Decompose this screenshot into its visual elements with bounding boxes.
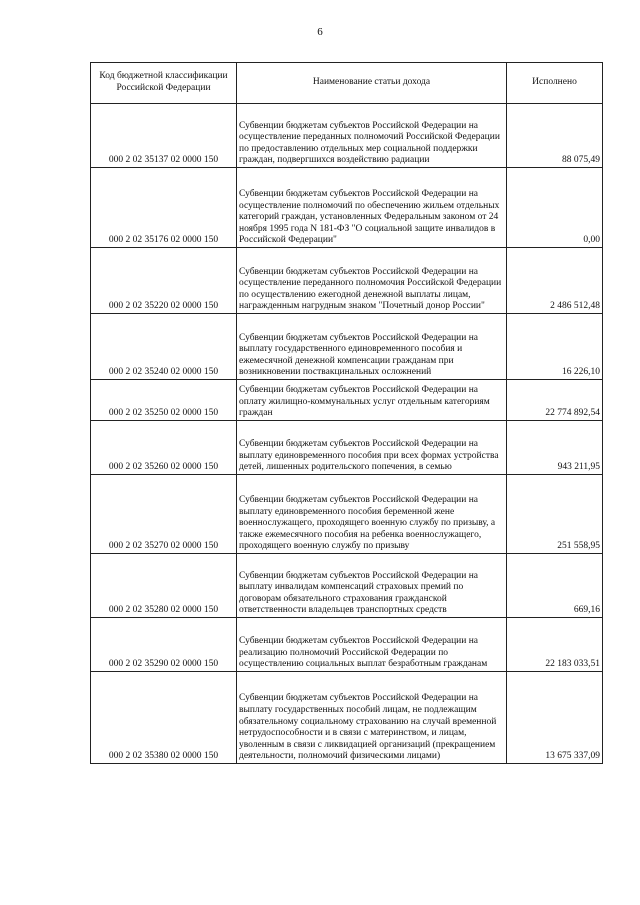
- row-name: Субвенции бюджетам субъектов Российской Федерации на осуществление полномочий по обеспечению жильем отдельных категорий граждан, установленных Федеральным законом от 24 ноября 1995 года N 181-ФЗ "О социальной защите инвалидов в Российской Федерации": [237, 168, 507, 248]
- row-name: Субвенции бюджетам субъектов Российской Федерации на выплату государственных пособий лицам, не подлежащим обязательному социальному страхованию на случай временной нетрудоспособности и в связи с материнством, и лицам, уволенным в связи с ликвидацией организаций (прекращением деятельности, полномочий физическими лицами): [237, 672, 507, 764]
- table-row: [91, 618, 603, 672]
- table-row: [91, 554, 603, 618]
- page-number: 6: [317, 26, 323, 38]
- row-done: 251 558,95: [507, 475, 603, 554]
- row-name: Субвенции бюджетам субъектов Российской Федерации на выплату государственного единовременного пособия и ежемесячной денежной компенсации гражданам при возникновении поствакцинальных осложнений: [237, 314, 507, 380]
- row-code: 000 2 02 35176 02 0000 150: [91, 168, 237, 248]
- row-done: 16 226,10: [507, 314, 603, 380]
- row-done: 2 486 512,48: [507, 248, 603, 314]
- header-code: Код бюджетной классификации Российской Федерации: [91, 63, 237, 104]
- row-code: 000 2 02 35290 02 0000 150: [91, 618, 237, 672]
- row-done: 943 211,95: [507, 421, 603, 475]
- row-name: Субвенции бюджетам субъектов Российской Федерации на оплату жилищно-коммунальных услуг отдельным категориям граждан: [237, 380, 507, 421]
- row-done: 22 774 892,54: [507, 380, 603, 421]
- row-code: 000 2 02 35240 02 0000 150: [91, 314, 237, 380]
- row-code: 000 2 02 35220 02 0000 150: [91, 248, 237, 314]
- row-code: 000 2 02 35260 02 0000 150: [91, 421, 237, 475]
- row-code: 000 2 02 35380 02 0000 150: [91, 672, 237, 764]
- table-row: [91, 168, 603, 248]
- row-code: 000 2 02 35250 02 0000 150: [91, 380, 237, 421]
- table-row: [91, 314, 603, 380]
- table-row: [91, 380, 603, 421]
- row-done: 669,16: [507, 554, 603, 618]
- row-done: 0,00: [507, 168, 603, 248]
- table-row: [91, 475, 603, 554]
- header-name: Наименование статьи дохода: [237, 63, 507, 104]
- table-row: [91, 104, 603, 168]
- row-name: Субвенции бюджетам субъектов Российской Федерации на выплату единовременного пособия при всех формах устройства детей, лишенных родительского попечения, в семью: [237, 421, 507, 475]
- row-name: Субвенции бюджетам субъектов Российской Федерации на выплату единовременного пособия беременной жене военнослужащего, проходящего военную службу по призыву, а также ежемесячного пособия на ребенка военнослужащего, проходящего военную службу по призыву: [237, 475, 507, 554]
- row-name: Субвенции бюджетам субъектов Российской Федерации на осуществление переданных полномочий Российской Федерации по предоставлению отдельных мер социальной поддержки граждан, подвергшихся воздействию радиации: [237, 104, 507, 168]
- row-name: Субвенции бюджетам субъектов Российской Федерации на реализацию полномочий Российской Федерации по осуществлению социальных выплат безработным гражданам: [237, 618, 507, 672]
- table-header-row: [91, 63, 603, 104]
- table-row: [91, 672, 603, 764]
- row-done: 88 075,49: [507, 104, 603, 168]
- row-done: 13 675 337,09: [507, 672, 603, 764]
- row-code: 000 2 02 35137 02 0000 150: [91, 104, 237, 168]
- header-done: Исполнено: [507, 63, 603, 104]
- table-row: [91, 421, 603, 475]
- row-name: Субвенции бюджетам субъектов Российской Федерации на осуществление переданного полномочия Российской Федерации по осуществлению ежегодной денежной выплаты лицам, награжденным нагрудным знаком "Почетный донор России": [237, 248, 507, 314]
- row-code: 000 2 02 35270 02 0000 150: [91, 475, 237, 554]
- row-done: 22 183 033,51: [507, 618, 603, 672]
- income-table: [90, 62, 603, 764]
- row-code: 000 2 02 35280 02 0000 150: [91, 554, 237, 618]
- table-row: [91, 248, 603, 314]
- row-name: Субвенции бюджетам субъектов Российской Федерации на выплату инвалидам компенсаций страховых премий по договорам обязательного страхования гражданской ответственности владельцев транспортных средств: [237, 554, 507, 618]
